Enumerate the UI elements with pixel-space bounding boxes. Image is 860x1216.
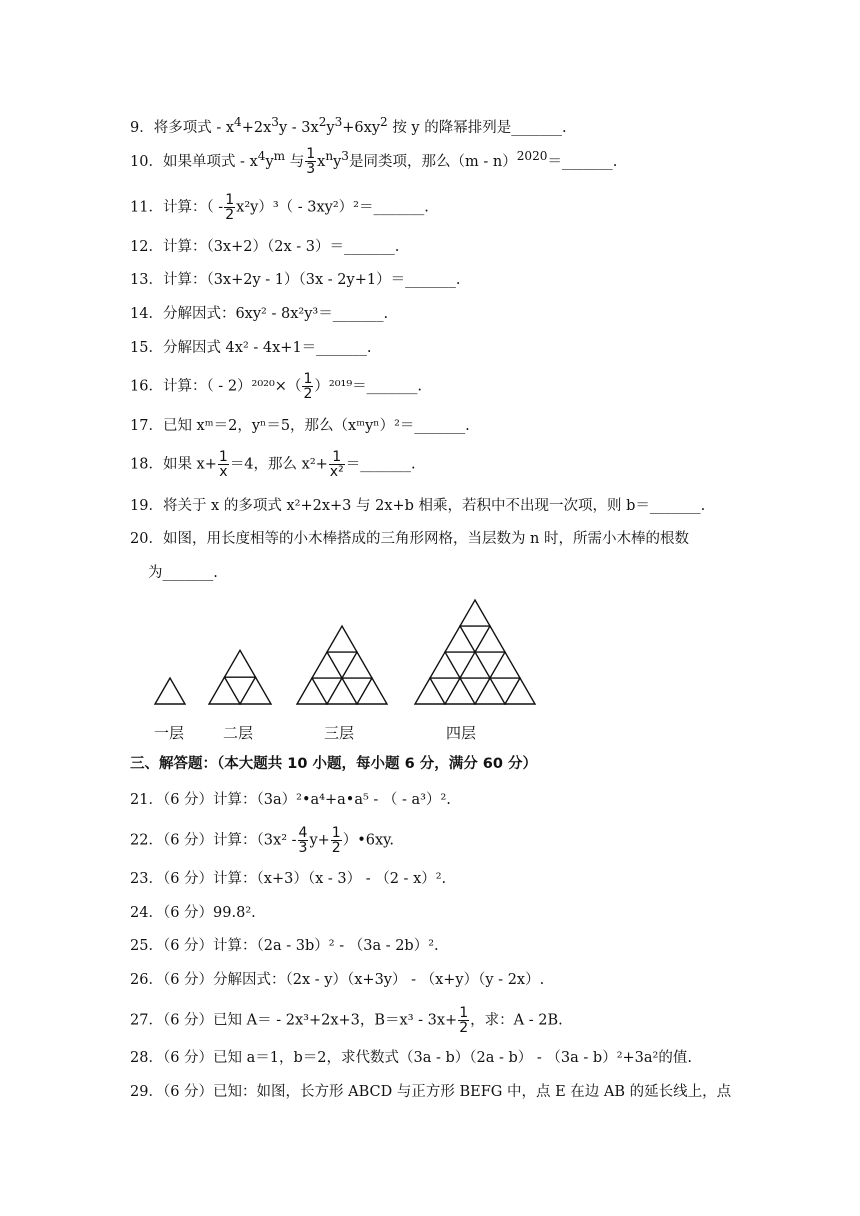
question-27	[130, 1006, 563, 1035]
question-text: （6 分）计算：（2a - 3b）² - （3a - 2b）².	[162, 938, 439, 954]
question-text: 如果单项式 - x	[162, 153, 258, 170]
question-number: 9．	[130, 119, 154, 136]
question-text: （6 分）99.8².	[162, 905, 256, 921]
question-25	[130, 936, 439, 956]
question-text-mid: ＝4，那么 x²+	[229, 456, 328, 473]
question-20-cont	[148, 563, 218, 583]
small-triangle	[505, 678, 535, 704]
question-text-tail: ＝_______.	[345, 456, 416, 473]
question-text: 计算：（ -	[162, 199, 224, 216]
question-26	[130, 970, 544, 990]
small-triangle	[209, 677, 240, 704]
fraction: $\frac{1}{x}$	[218, 449, 228, 480]
small-triangle	[240, 677, 271, 704]
question-16	[130, 372, 422, 401]
small-triangle	[357, 678, 387, 704]
question-number: 26．	[130, 972, 163, 988]
layer-label-1: 一层	[154, 724, 185, 742]
question-text: 计算：（ - 2）²⁰²⁰×（	[162, 378, 302, 395]
fraction: $\frac{4}{3}$	[298, 825, 308, 856]
question-text: 分解因式 4x² - 4x+1＝_______.	[162, 340, 372, 356]
question-29	[130, 1082, 731, 1102]
question-24	[130, 903, 256, 923]
question-number: 21．	[130, 792, 163, 808]
question-text: （6 分）已知：如图，长方形 ABCD 与正方形 BEFG 中，点 E 在边 AB 的延长线上，点	[162, 1084, 732, 1100]
small-triangle	[475, 626, 505, 652]
question-number: 11．	[130, 199, 163, 216]
small-triangle	[225, 650, 256, 677]
question-text: 分解因式：6xy² - 8x²y³＝_______.	[162, 306, 389, 322]
question-28	[130, 1048, 692, 1068]
question-number: 23．	[130, 871, 163, 887]
question-text: 将关于 x 的多项式 x²+2x+3 与 2x+b 相乘，若积中不出现一次项，则 b＝_______.	[162, 498, 706, 514]
question-number: 27．	[130, 1012, 163, 1029]
question-18	[130, 450, 416, 479]
question-text: （6 分）分解因式：（2x - y）（x+3y） - （x+y）（y - 2x）.	[162, 972, 545, 988]
question-text: （6 分）已知 A＝ - 2x³+2x+3，B＝x³ - 3x+	[162, 1012, 458, 1029]
small-triangle	[327, 626, 357, 652]
question-number: 25．	[130, 938, 163, 954]
question-text: 为_______.	[148, 565, 218, 581]
question-number: 20．	[130, 531, 163, 547]
question-text-tail: ）•6xy.	[342, 832, 395, 849]
question-text-tail: 是同类项，那么（m - n）	[348, 153, 517, 170]
small-triangle	[445, 678, 475, 704]
small-triangle	[312, 652, 342, 678]
small-triangle	[415, 678, 445, 704]
question-text: 将多项式 - x	[153, 119, 235, 136]
question-9: 9．将多项式 - $x^4+2x^3y - 3x^2y^3+6xy^2$ 按 y 的降幂排列是_______.	[130, 115, 567, 136]
small-triangle	[327, 678, 357, 704]
question-21	[130, 790, 451, 810]
small-triangle	[342, 652, 372, 678]
question-text-tail: ，求：A - 2B.	[470, 1012, 563, 1029]
question-text: 如图，用长度相等的小木棒搭成的三角形网格，当层数为 n 时，所需小木棒的根数	[162, 531, 690, 547]
question-text: 计算：（3x+2y - 1）（3x - 2y+1）＝_______.	[162, 272, 461, 288]
small-triangle	[460, 652, 490, 678]
question-13	[130, 270, 460, 290]
small-triangle	[490, 652, 520, 678]
fraction: $\frac{1}{3}$	[306, 146, 316, 178]
triangle-grid-layer-1	[155, 678, 185, 704]
question-number: 19．	[130, 498, 163, 514]
small-triangle	[445, 626, 475, 652]
small-triangle	[430, 652, 460, 678]
triangle-grid-figure	[140, 592, 560, 752]
small-triangle	[155, 678, 185, 704]
question-text: 如果 x+	[162, 456, 217, 473]
question-20	[130, 529, 689, 549]
question-text-tail: 按 y 的降幂排列是_______.	[392, 119, 567, 136]
question-22	[130, 826, 394, 855]
question-14	[130, 304, 388, 324]
triangle-grid-layer-2	[209, 650, 271, 704]
question-text: （6 分）计算：（3x² -	[162, 832, 297, 849]
question-text: 计算：（3x+2）（2x - 3）＝_______.	[162, 239, 400, 255]
question-text-mid: y+	[309, 832, 330, 849]
fraction: $\frac{1}{2}$	[331, 825, 341, 856]
question-text: （6 分）已知 a＝1，b＝2，求代数式（3a - b）（2a - b） - （3a - b）²+3a²的值.	[162, 1050, 692, 1066]
question-19	[130, 496, 705, 516]
question-23	[130, 869, 446, 889]
question-number: 28．	[130, 1050, 163, 1066]
triangle-grid-layer-4	[415, 600, 535, 704]
question-number: 13．	[130, 272, 163, 288]
question-number: 12．	[130, 239, 163, 255]
question-number: 17．	[130, 418, 163, 434]
question-10: 10．如果单项式 - $x^4y^m$ 与 $\frac{1}{3}$ $x^ny^3$是同类项，那么（m - n）$^{2020}$＝_______.	[130, 146, 618, 178]
question-text: （6 分）计算：（x+3）（x - 3） - （2 - x）².	[162, 871, 447, 887]
small-triangle	[475, 678, 505, 704]
layer-label-3: 三层	[324, 724, 355, 742]
layer-label-4: 四层	[446, 724, 477, 742]
fraction: $\frac{1}{2}$	[303, 371, 313, 402]
triangle-grid-layer-3	[297, 626, 387, 704]
question-12	[130, 237, 399, 257]
fraction: $\frac{1}{2}$	[459, 1005, 469, 1036]
fraction: $\frac{1}{\text{x²}}$	[329, 449, 344, 480]
question-17	[130, 416, 470, 436]
small-triangle	[297, 678, 327, 704]
question-number: 29．	[130, 1084, 163, 1100]
fraction: $\frac{1}{2}$	[225, 192, 235, 223]
question-text: 已知 xᵐ＝2，yⁿ＝5，那么（xᵐyⁿ）²＝_______.	[162, 418, 470, 434]
question-number: 22．	[130, 832, 163, 849]
question-number: 15．	[130, 340, 163, 356]
question-number: 14．	[130, 306, 163, 322]
question-number: 24．	[130, 905, 163, 921]
layer-label-2: 二层	[223, 724, 254, 742]
section-title: 三、解答题：（本大题共 10 小题，每小题 6 分，满分 60 分）	[130, 756, 537, 772]
question-number: 16．	[130, 378, 163, 395]
question-text-tail: x²y）³（ - 3xy²）²＝_______.	[236, 199, 429, 216]
question-number: 18．	[130, 456, 163, 473]
question-11	[130, 193, 429, 222]
question-text-tail: ）²⁰¹⁹＝_______.	[314, 378, 422, 395]
answer-blank: ＝_______.	[547, 153, 618, 170]
small-triangle	[460, 600, 490, 626]
question-number: 10．	[130, 153, 163, 170]
question-text: （6 分）计算：（3a）²•a⁴+a•a⁵ - （ - a³）².	[162, 792, 451, 808]
question-15	[130, 338, 372, 358]
